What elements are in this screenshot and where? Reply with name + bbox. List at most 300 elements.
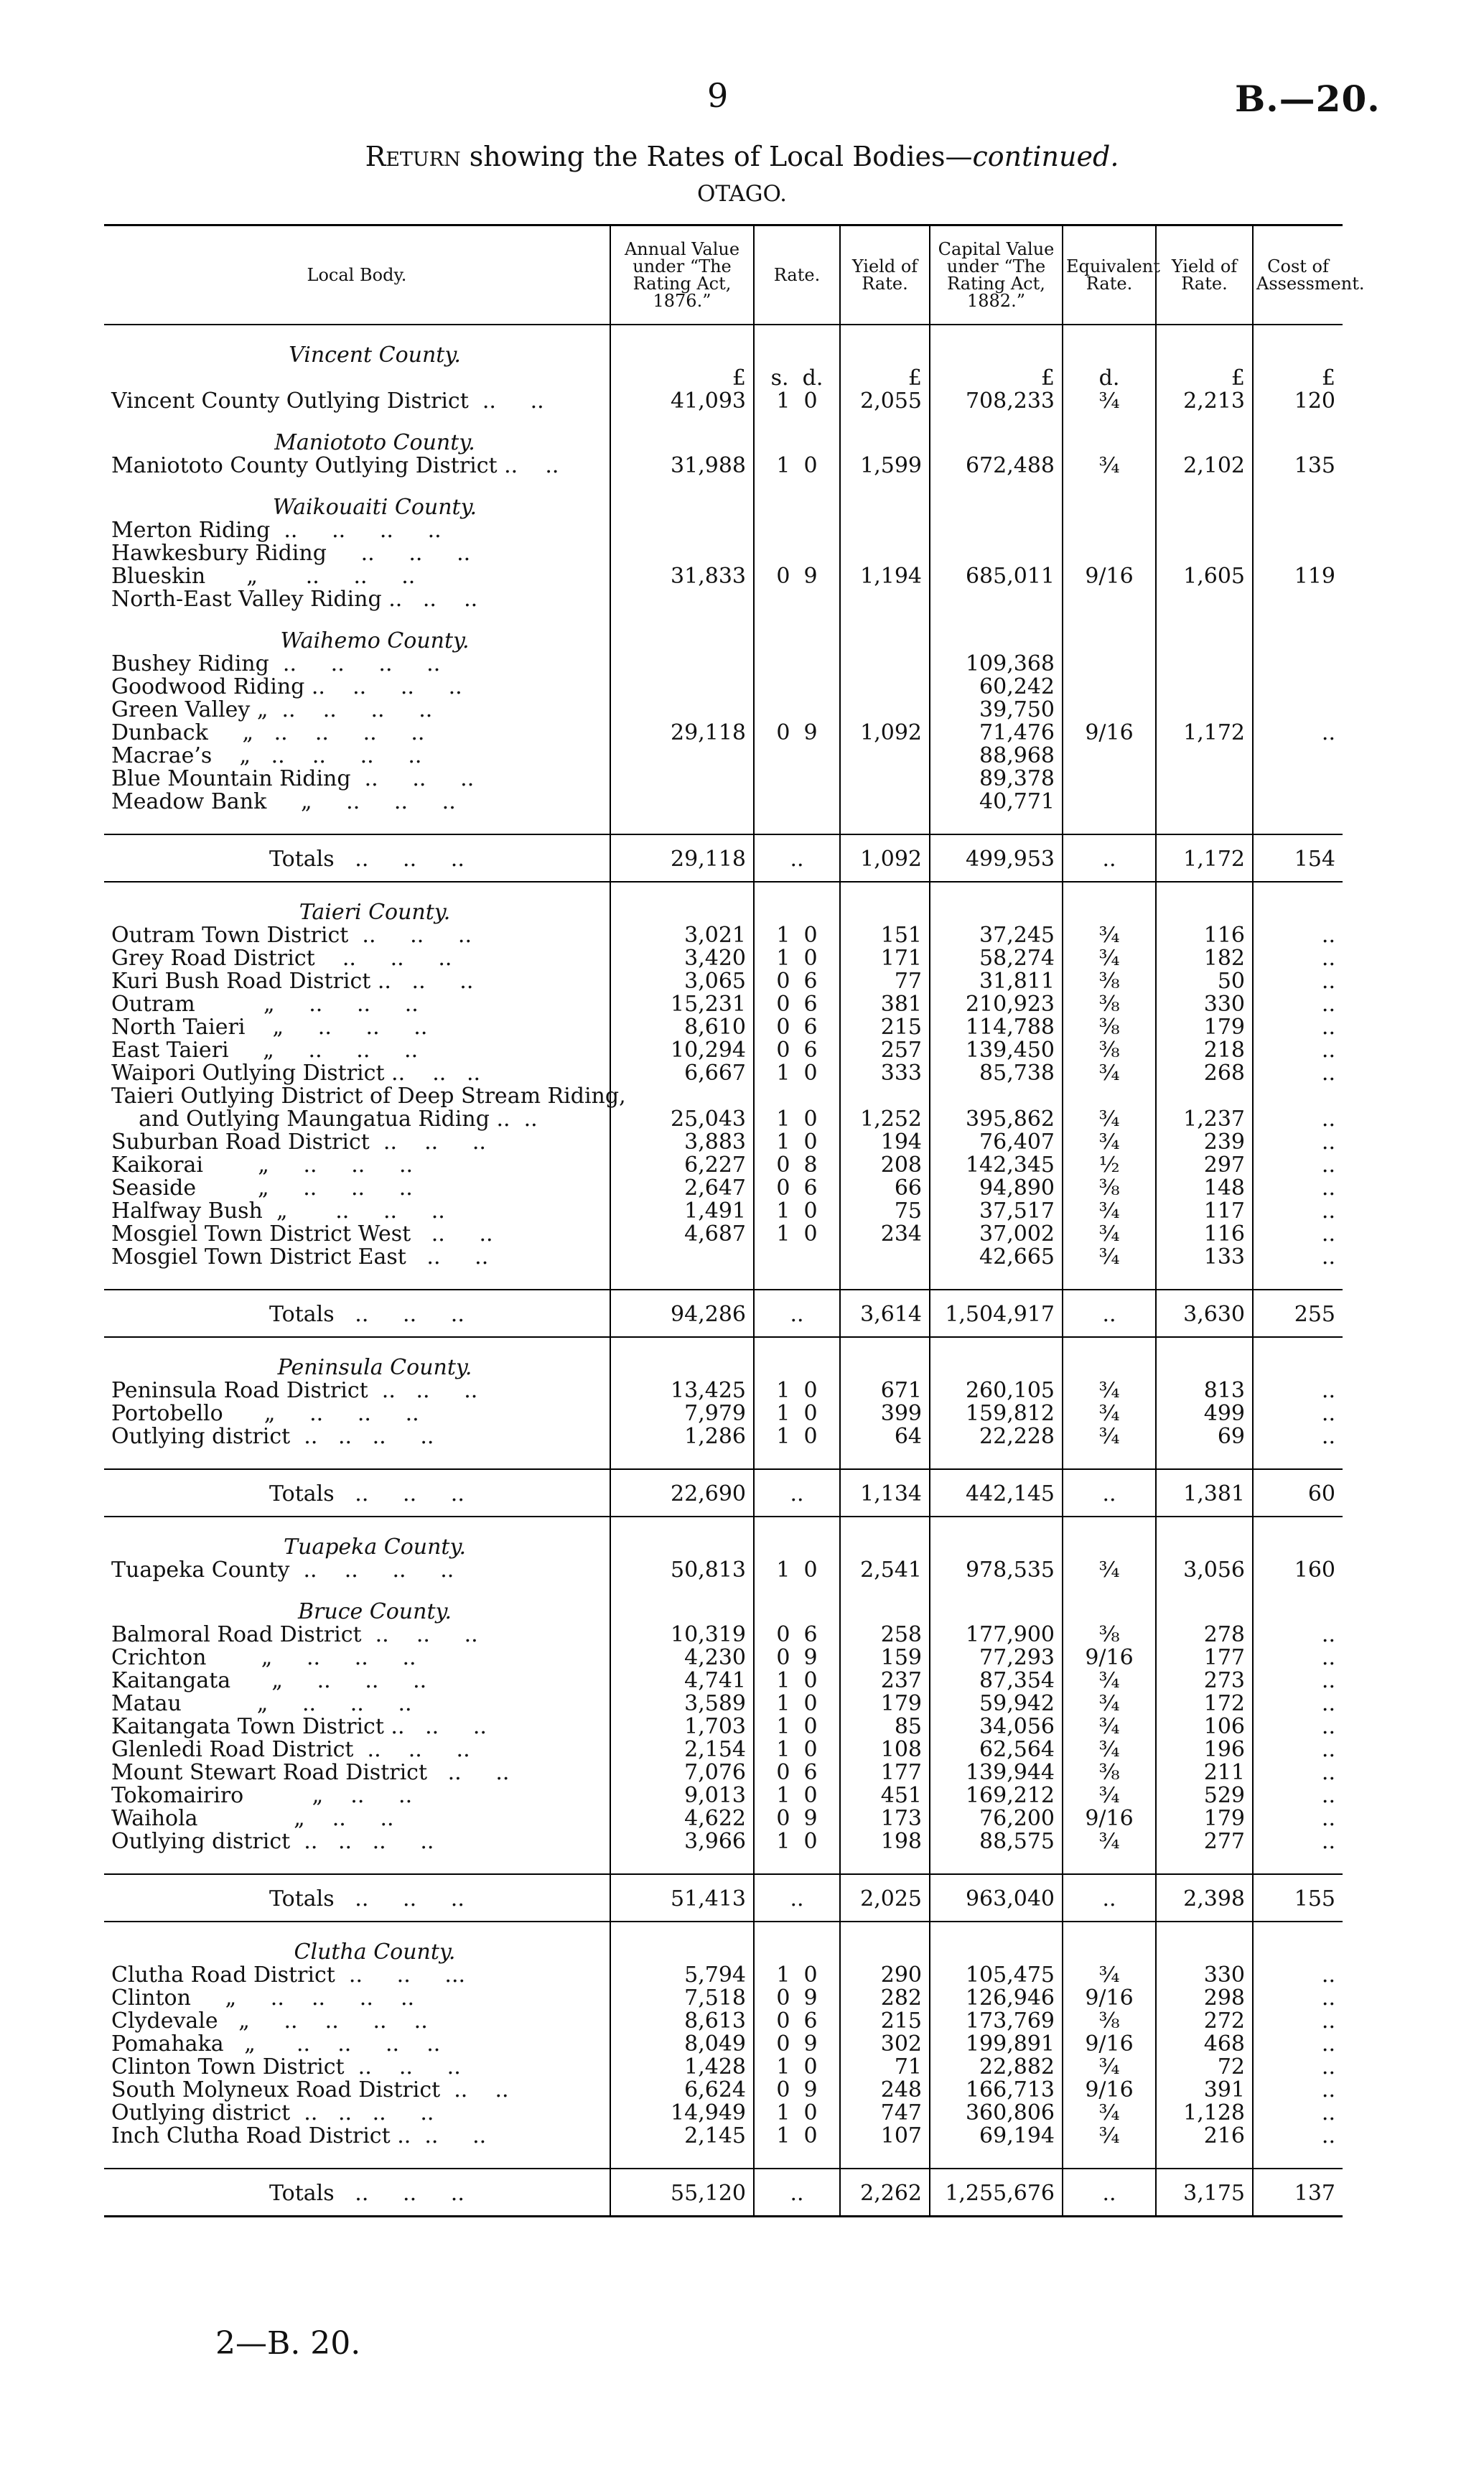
local-body-name: Mosgiel Town District East .. .. (111, 1244, 489, 1270)
cell-c3: 2,262 (840, 2169, 930, 2217)
cell-c3: 237 (840, 1670, 930, 1692)
cell-c5 (1063, 588, 1156, 611)
cell-c2: 1 0 (754, 1108, 840, 1131)
table-row (104, 519, 1343, 542)
cell-c1: 29,118 (610, 834, 754, 882)
cell-c1: 31,833 (610, 565, 754, 588)
cell-c3 (840, 676, 930, 699)
cell-c1 (610, 1246, 754, 1269)
cell-c3: 179 (840, 1692, 930, 1715)
cell-c1 (610, 519, 754, 542)
cell-c7: .. (1253, 2010, 1343, 2033)
cell-c7: £ (1253, 367, 1343, 390)
cell-c2 (754, 745, 840, 768)
local-body-name: Blue Mountain Riding .. .. .. (111, 766, 475, 791)
spacer-cell (104, 1448, 610, 1469)
cell-c4: 126,946 (930, 1987, 1063, 2010)
table-row (104, 1425, 1343, 1448)
table-row (104, 791, 1343, 814)
cell-c3: 159 (840, 1647, 930, 1670)
spacer-row (104, 814, 1343, 834)
table-row (104, 1223, 1343, 1246)
cell-c3 (840, 325, 930, 367)
cell-c6: 297 (1156, 1154, 1253, 1177)
cell-c1 (610, 413, 754, 455)
cell-c2: 0 6 (754, 970, 840, 993)
cell-c2: 0 9 (754, 565, 840, 588)
cell-c3: 75 (840, 1200, 930, 1223)
table-row (104, 993, 1343, 1016)
cell-c4: 1,255,676 (930, 2169, 1063, 2217)
cell-c6: 1,605 (1156, 565, 1253, 588)
cell-c1: 6,227 (610, 1154, 754, 1177)
cell-c1: 22,690 (610, 1469, 754, 1517)
county-heading-row (104, 1517, 1343, 1559)
cell-c2: 1 0 (754, 1670, 840, 1692)
cell-c7: .. (1253, 1016, 1343, 1039)
cell-c3: 257 (840, 1039, 930, 1062)
cell-c7: 154 (1253, 834, 1343, 882)
cell-c3: 108 (840, 1738, 930, 1761)
local-body-name: South Molyneux Road District .. .. (111, 2077, 509, 2103)
local-body-name: Crichton „ .. .. .. (111, 1645, 416, 1670)
cell-c2: 1 0 (754, 1402, 840, 1425)
cell-c2 (754, 1246, 840, 1269)
cell-c7: .. (1253, 970, 1343, 993)
cell-c6 (1156, 519, 1253, 542)
cell-c5: ¾ (1063, 1223, 1156, 1246)
cell-c7 (1253, 676, 1343, 699)
cell-c7: .. (1253, 1647, 1343, 1670)
cell-c6: 330 (1156, 1964, 1253, 1987)
spacer-cell (930, 814, 1063, 834)
cell-c3: 1,599 (840, 455, 930, 478)
cell-c1 (610, 882, 754, 924)
cell-c1: 3,065 (610, 970, 754, 993)
cell-c5: 9/16 (1063, 2079, 1156, 2102)
spacer-cell (930, 1853, 1063, 1874)
table-row (104, 2010, 1343, 2033)
cell-c1: 51,413 (610, 1874, 754, 1922)
cell-c3: 2,025 (840, 1874, 930, 1922)
cell-c5: 9/16 (1063, 565, 1156, 588)
spacer-cell (1063, 814, 1156, 834)
cell-c4: 85,738 (930, 1062, 1063, 1085)
cell-c7: .. (1253, 1807, 1343, 1830)
cell-c7: .. (1253, 1624, 1343, 1647)
spacer-cell (610, 814, 754, 834)
local-body-name: Peninsula Road District .. .. .. (111, 1378, 478, 1403)
footer-signature: 2—B. 20. (215, 2325, 361, 2362)
cell-c1: 1,491 (610, 1200, 754, 1223)
local-body-name: Outram Town District .. .. .. (111, 923, 472, 948)
local-body-name: Kaitangata Town District .. .. .. (111, 1714, 487, 1739)
cell-c6: 2,398 (1156, 1874, 1253, 1922)
local-body-name: Clutha Road District .. .. ... (111, 1962, 466, 1988)
cell-c6: 277 (1156, 1830, 1253, 1853)
table-row (104, 588, 1343, 611)
cell-c4: 173,769 (930, 2010, 1063, 2033)
cell-c6 (1156, 542, 1253, 565)
cell-c7: .. (1253, 1987, 1343, 2010)
cell-c7 (1253, 588, 1343, 611)
spacer-cell (754, 1853, 840, 1874)
cell-c6: 182 (1156, 947, 1253, 970)
table-row (104, 1062, 1343, 1085)
cell-c3: 215 (840, 2010, 930, 2033)
cell-c6 (1156, 1517, 1253, 1559)
cell-c3 (840, 1337, 930, 1379)
cell-c6 (1156, 325, 1253, 367)
cell-c6: 216 (1156, 2125, 1253, 2148)
cell-c5: ⅜ (1063, 1177, 1156, 1200)
cell-c2: 1 0 (754, 1784, 840, 1807)
spacer-cell (1253, 1448, 1343, 1469)
table-body (104, 325, 1343, 2217)
cell-c4: 88,575 (930, 1830, 1063, 1853)
spacer-cell (840, 1269, 930, 1290)
cell-c3 (840, 653, 930, 676)
column-header: Local Body. (104, 225, 610, 325)
cell-c1 (610, 768, 754, 791)
cell-c1: 50,813 (610, 1559, 754, 1582)
spacer-cell (1156, 1853, 1253, 1874)
cell-c2: 0 6 (754, 2010, 840, 2033)
cell-c5: 9/16 (1063, 722, 1156, 745)
cell-c3: 66 (840, 1177, 930, 1200)
cell-c5 (1063, 699, 1156, 722)
cell-c6 (1156, 588, 1253, 611)
local-body-name (104, 367, 610, 390)
cell-c3: 177 (840, 1761, 930, 1784)
table-row (104, 1807, 1343, 1830)
cell-c2 (754, 1085, 840, 1108)
cell-c3: 151 (840, 924, 930, 947)
cell-c4: 199,891 (930, 2033, 1063, 2056)
cell-c2 (754, 791, 840, 814)
cell-c3: 451 (840, 1784, 930, 1807)
cell-c3: 3,614 (840, 1290, 930, 1337)
table-row (104, 1624, 1343, 1647)
region-subtitle: OTAGO. (697, 181, 787, 207)
cell-c1 (610, 588, 754, 611)
cell-c4: 88,968 (930, 745, 1063, 768)
cell-c7 (1253, 1582, 1343, 1624)
table-row (104, 1987, 1343, 2010)
totals-row (104, 834, 1343, 882)
cell-c6 (1156, 768, 1253, 791)
cell-c3: 333 (840, 1062, 930, 1085)
cell-c1: 1,428 (610, 2056, 754, 2079)
cell-c3 (840, 519, 930, 542)
cell-c4: 22,882 (930, 2056, 1063, 2079)
cell-c5: ¾ (1063, 2125, 1156, 2148)
cell-c6 (1156, 611, 1253, 653)
cell-c7 (1253, 791, 1343, 814)
cell-c2 (754, 882, 840, 924)
cell-c1: 6,667 (610, 1062, 754, 1085)
table-row (104, 2125, 1343, 2148)
cell-c6: 218 (1156, 1039, 1253, 1062)
cell-c5: .. (1063, 1290, 1156, 1337)
cell-c1: 3,966 (610, 1830, 754, 1853)
cell-c7 (1253, 1085, 1343, 1108)
cell-c1: 13,425 (610, 1379, 754, 1402)
spacer-cell (610, 2148, 754, 2169)
cell-c3 (840, 882, 930, 924)
cell-c1: 14,949 (610, 2102, 754, 2125)
cell-c1: 7,076 (610, 1761, 754, 1784)
cell-c7: .. (1253, 2056, 1343, 2079)
table-row (104, 768, 1343, 791)
page-title (0, 141, 1484, 172)
cell-c6 (1156, 413, 1253, 455)
table-row (104, 1715, 1343, 1738)
cell-c4 (930, 478, 1063, 519)
local-body-name: Outram „ .. .. .. (111, 992, 419, 1017)
cell-c3: 173 (840, 1807, 930, 1830)
cell-c4 (930, 519, 1063, 542)
cell-c7: .. (1253, 1964, 1343, 1987)
cell-c3: 208 (840, 1154, 930, 1177)
spacer-cell (1156, 2148, 1253, 2169)
cell-c5: ¾ (1063, 924, 1156, 947)
cell-c6 (1156, 478, 1253, 519)
table-row (104, 455, 1343, 478)
cell-c5 (1063, 413, 1156, 455)
spacer-cell (754, 1448, 840, 1469)
cell-c3: 381 (840, 993, 930, 1016)
cell-c3: 399 (840, 1402, 930, 1425)
local-body-name: Totals .. .. .. (104, 1874, 610, 1922)
local-body-name: Blueskin „ .. .. .. (111, 564, 416, 589)
title-lead: Return (365, 141, 461, 172)
cell-c7: .. (1253, 1761, 1343, 1784)
cell-c5: ⅜ (1063, 2010, 1156, 2033)
cell-c2: 1 0 (754, 455, 840, 478)
local-body-name: Totals .. .. .. (104, 834, 610, 882)
table-row (104, 1200, 1343, 1223)
column-header: Rate. (754, 225, 840, 325)
cell-c7: .. (1253, 1223, 1343, 1246)
cell-c3 (840, 478, 930, 519)
cell-c2: 1 0 (754, 924, 840, 947)
cell-c5: ¾ (1063, 1784, 1156, 1807)
cell-c6 (1156, 1337, 1253, 1379)
county-name: Taieri County. (299, 900, 451, 925)
cell-c7: .. (1253, 1670, 1343, 1692)
cell-c1: 3,021 (610, 924, 754, 947)
cell-c7 (1253, 413, 1343, 455)
local-body-name: Halfway Bush „ .. .. .. (111, 1198, 445, 1224)
cell-c1 (610, 542, 754, 565)
cell-c7 (1253, 653, 1343, 676)
cell-c2 (754, 325, 840, 367)
cell-c2: 0 8 (754, 1154, 840, 1177)
cell-c2: 1 0 (754, 1738, 840, 1761)
cell-c5: ¾ (1063, 1830, 1156, 1853)
cell-c2: .. (754, 1469, 840, 1517)
cell-c4: 210,923 (930, 993, 1063, 1016)
spacer-cell (1253, 1853, 1343, 1874)
cell-c3 (840, 699, 930, 722)
cell-c4: 672,488 (930, 455, 1063, 478)
cell-c1 (610, 676, 754, 699)
cell-c4: 89,378 (930, 768, 1063, 791)
cell-c2: s. d. (754, 367, 840, 390)
cell-c5: ¾ (1063, 390, 1156, 413)
cell-c6: 1,172 (1156, 834, 1253, 882)
cell-c4 (930, 1582, 1063, 1624)
cell-c4: 71,476 (930, 722, 1063, 745)
cell-c6 (1156, 699, 1253, 722)
totals-row (104, 1290, 1343, 1337)
local-body-name: Meadow Bank „ .. .. .. (111, 789, 456, 814)
spacer-cell (840, 1448, 930, 1469)
column-header: Yield of Rate. (1156, 225, 1253, 325)
cell-c6: 2,102 (1156, 455, 1253, 478)
cell-c5: ¾ (1063, 1108, 1156, 1131)
table-row (104, 1964, 1343, 1987)
cell-c2: 1 0 (754, 390, 840, 413)
cell-c4 (930, 611, 1063, 653)
cell-c6: 298 (1156, 1987, 1253, 2010)
cell-c2 (754, 413, 840, 455)
cell-c7: .. (1253, 1131, 1343, 1154)
cell-c4: 114,788 (930, 1016, 1063, 1039)
spacer-row (104, 1448, 1343, 1469)
cell-c5 (1063, 1085, 1156, 1108)
table-row (104, 1016, 1343, 1039)
cell-c7: .. (1253, 1379, 1343, 1402)
county-heading-row (104, 1582, 1343, 1624)
cell-c1 (610, 745, 754, 768)
cell-c6: 272 (1156, 2010, 1253, 2033)
local-body-name: Taieri Outlying District of Deep Stream Riding, (111, 1084, 626, 1109)
cell-c5: 9/16 (1063, 1647, 1156, 1670)
cell-c2: 0 6 (754, 1016, 840, 1039)
cell-c5: ¾ (1063, 1964, 1156, 1987)
cell-c3: 1,092 (840, 722, 930, 745)
cell-c2: 0 6 (754, 1177, 840, 1200)
cell-c7: 119 (1253, 565, 1343, 588)
local-body-name: Outlying district .. .. .. .. (111, 2100, 434, 2125)
cell-c7 (1253, 325, 1343, 367)
cell-c5: d. (1063, 367, 1156, 390)
cell-c6: 69 (1156, 1425, 1253, 1448)
local-body-name: North-East Valley Riding .. .. .. (111, 587, 478, 612)
cell-c5: ⅜ (1063, 970, 1156, 993)
totals-row (104, 1874, 1343, 1922)
cell-c3: 77 (840, 970, 930, 993)
header-row (104, 225, 1343, 325)
cell-c2: 1 0 (754, 1425, 840, 1448)
column-header: Cost of Assessment. (1253, 225, 1343, 325)
cell-c6: 179 (1156, 1807, 1253, 1830)
table-row (104, 2079, 1343, 2102)
cell-c2: .. (754, 834, 840, 882)
local-body-name: Pomahaka „ .. .. .. .. (111, 2031, 441, 2057)
cell-c4 (930, 1337, 1063, 1379)
cell-c6: 468 (1156, 2033, 1253, 2056)
table-row (104, 924, 1343, 947)
cell-c1: 5,794 (610, 1964, 754, 1987)
cell-c7 (1253, 882, 1343, 924)
county-name: Peninsula County. (277, 1355, 472, 1380)
cell-c7: .. (1253, 1425, 1343, 1448)
cell-c5 (1063, 653, 1156, 676)
cell-c5: ¾ (1063, 1692, 1156, 1715)
cell-c3 (840, 1246, 930, 1269)
county-name: Waihemo County. (280, 628, 470, 653)
cell-c5: ⅜ (1063, 993, 1156, 1016)
cell-c1: 7,518 (610, 1987, 754, 2010)
table-row (104, 745, 1343, 768)
cell-c4: 105,475 (930, 1964, 1063, 1987)
cell-c7 (1253, 478, 1343, 519)
cell-c4: 169,212 (930, 1784, 1063, 1807)
cell-c7: .. (1253, 2079, 1343, 2102)
table-row (104, 1379, 1343, 1402)
cell-c2: 1 0 (754, 1715, 840, 1738)
spacer-cell (104, 1269, 610, 1290)
cell-c3: 71 (840, 2056, 930, 2079)
cell-c3: 2,055 (840, 390, 930, 413)
cell-c5 (1063, 1582, 1156, 1624)
spacer-cell (1253, 2148, 1343, 2169)
table-row (104, 1085, 1343, 1108)
cell-c3: 234 (840, 1223, 930, 1246)
cell-c4: 77,293 (930, 1647, 1063, 1670)
local-body-name: Inch Clutha Road District .. .. .. (111, 2123, 487, 2148)
table-row (104, 1559, 1343, 1582)
cell-c2: 1 0 (754, 2056, 840, 2079)
cell-c5: ¾ (1063, 1715, 1156, 1738)
cell-c5: ¾ (1063, 1200, 1156, 1223)
cell-c2 (754, 611, 840, 653)
local-body-name: Glenledi Road District .. .. .. (111, 1737, 470, 1762)
cell-c1: 6,624 (610, 2079, 754, 2102)
cell-c3: 290 (840, 1964, 930, 1987)
cell-c4: 360,806 (930, 2102, 1063, 2125)
cell-c3 (840, 1922, 930, 1964)
cell-c6: 116 (1156, 924, 1253, 947)
cell-c2: 0 6 (754, 1624, 840, 1647)
cell-c2: 0 9 (754, 1987, 840, 2010)
cell-c6: 117 (1156, 1200, 1253, 1223)
cell-c4: 59,942 (930, 1692, 1063, 1715)
cell-c5: ⅜ (1063, 1761, 1156, 1784)
spacer-cell (754, 1269, 840, 1290)
local-body-name: Hawkesbury Riding .. .. .. (111, 541, 471, 566)
cell-c3: 671 (840, 1379, 930, 1402)
title-italic: continued. (972, 141, 1119, 172)
cell-c6: 72 (1156, 2056, 1253, 2079)
county-name: Tuapeka County. (284, 1535, 466, 1560)
spacer-cell (1063, 2148, 1156, 2169)
cell-c1: 4,230 (610, 1647, 754, 1670)
cell-c5: ⅜ (1063, 1016, 1156, 1039)
cell-c6 (1156, 745, 1253, 768)
local-body-name: Matau „ .. .. .. (111, 1691, 412, 1716)
cell-c6 (1156, 653, 1253, 676)
cell-c6 (1156, 1922, 1253, 1964)
cell-c6: 499 (1156, 1402, 1253, 1425)
cell-c1: 25,043 (610, 1108, 754, 1131)
cell-c4: 1,504,917 (930, 1290, 1063, 1337)
spacer-cell (610, 1448, 754, 1469)
totals-row (104, 1469, 1343, 1517)
